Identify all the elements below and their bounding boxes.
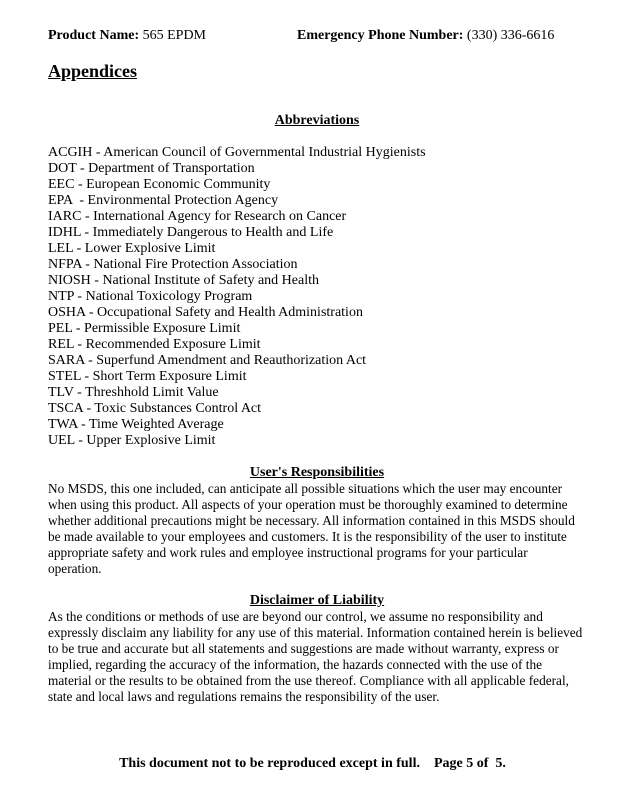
abbreviation-item: IARC - International Agency for Research on Cancer <box>48 209 347 224</box>
abbreviation-item: EPA - Environmental Protection Agency <box>48 193 279 208</box>
abbreviation-item: NTP - National Toxicology Program <box>48 289 253 304</box>
emergency-phone-label: Emergency Phone Number: <box>297 28 464 43</box>
abbreviations-list <box>48 145 426 449</box>
user-responsibilities-text: No MSDS, this one included, can anticipate all possible situations which the user may encounter when using this product. All aspects of your operation must be thoroughly examined to determine whether additional precautions might be necessary. All information contained in this MSDS should be made available to your employees and customers. It is the responsibility of the user to institute appropriate safety and work rules and employee instructional programs for your particular operation. <box>48 481 575 576</box>
abbreviation-item: SARA - Superfund Amendment and Reauthorization Act <box>48 353 367 368</box>
abbreviation-item: STEL - Short Term Exposure Limit <box>48 369 247 384</box>
abbreviation-item: LEL - Lower Explosive Limit <box>48 241 216 256</box>
product-name-field <box>48 28 206 44</box>
abbreviation-item: REL - Recommended Exposure Limit <box>48 337 261 352</box>
abbreviations-heading: Abbreviations <box>274 113 360 128</box>
abbreviation-item: TWA - Time Weighted Average <box>48 417 224 432</box>
abbreviation-item: IDHL - Immediately Dangerous to Health and Life <box>48 225 334 240</box>
emergency-phone-field <box>297 28 554 44</box>
abbreviation-item: NIOSH - National Institute of Safety and Health <box>48 273 319 288</box>
abbreviation-item: UEL - Upper Explosive Limit <box>48 433 216 448</box>
abbreviation-item: OSHA - Occupational Safety and Health Administration <box>48 305 363 320</box>
disclaimer-heading: Disclaimer of Liability <box>249 593 385 608</box>
abbreviation-item: NFPA - National Fire Protection Association <box>48 257 298 272</box>
abbreviation-item: TLV - Threshhold Limit Value <box>48 385 219 400</box>
abbreviation-item: EEC - European Economic Community <box>48 177 271 192</box>
abbreviation-item: PEL - Permissible Exposure Limit <box>48 321 241 336</box>
product-name-label: Product Name: <box>48 28 140 43</box>
abbreviation-item: DOT - Department of Transportation <box>48 161 255 176</box>
user-responsibilities-heading: User's Responsibilities <box>249 465 385 480</box>
abbreviation-item: TSCA - Toxic Substances Control Act <box>48 401 262 416</box>
abbreviation-item: ACGIH - American Council of Governmental Industrial Hygienists <box>48 145 426 160</box>
product-name-value: 565 EPDM <box>142 28 207 43</box>
page-footer <box>0 756 625 772</box>
appendices-title: Appendices <box>48 61 138 81</box>
page-header <box>48 28 625 46</box>
page-number: Page 5 of 5. <box>433 756 506 771</box>
disclaimer-text: As the conditions or methods of use are beyond our control, we assume no responsibility and expressly disclaim any liability for any use of this material. Information contained herein is believed to be true and accurate but all statements and suggestions are made without warranty, express or implied, regarding the accuracy of the information, the hazards connected with the use of the material or the results to be obtained from the use thereof. Compliance with all applicable federal, state and local laws and regulations remains the responsibility of the user. <box>48 609 583 704</box>
emergency-phone-value: (330) 336-6616 <box>466 28 555 43</box>
reproduction-notice: This document not to be reproduced except in full. <box>119 756 420 771</box>
